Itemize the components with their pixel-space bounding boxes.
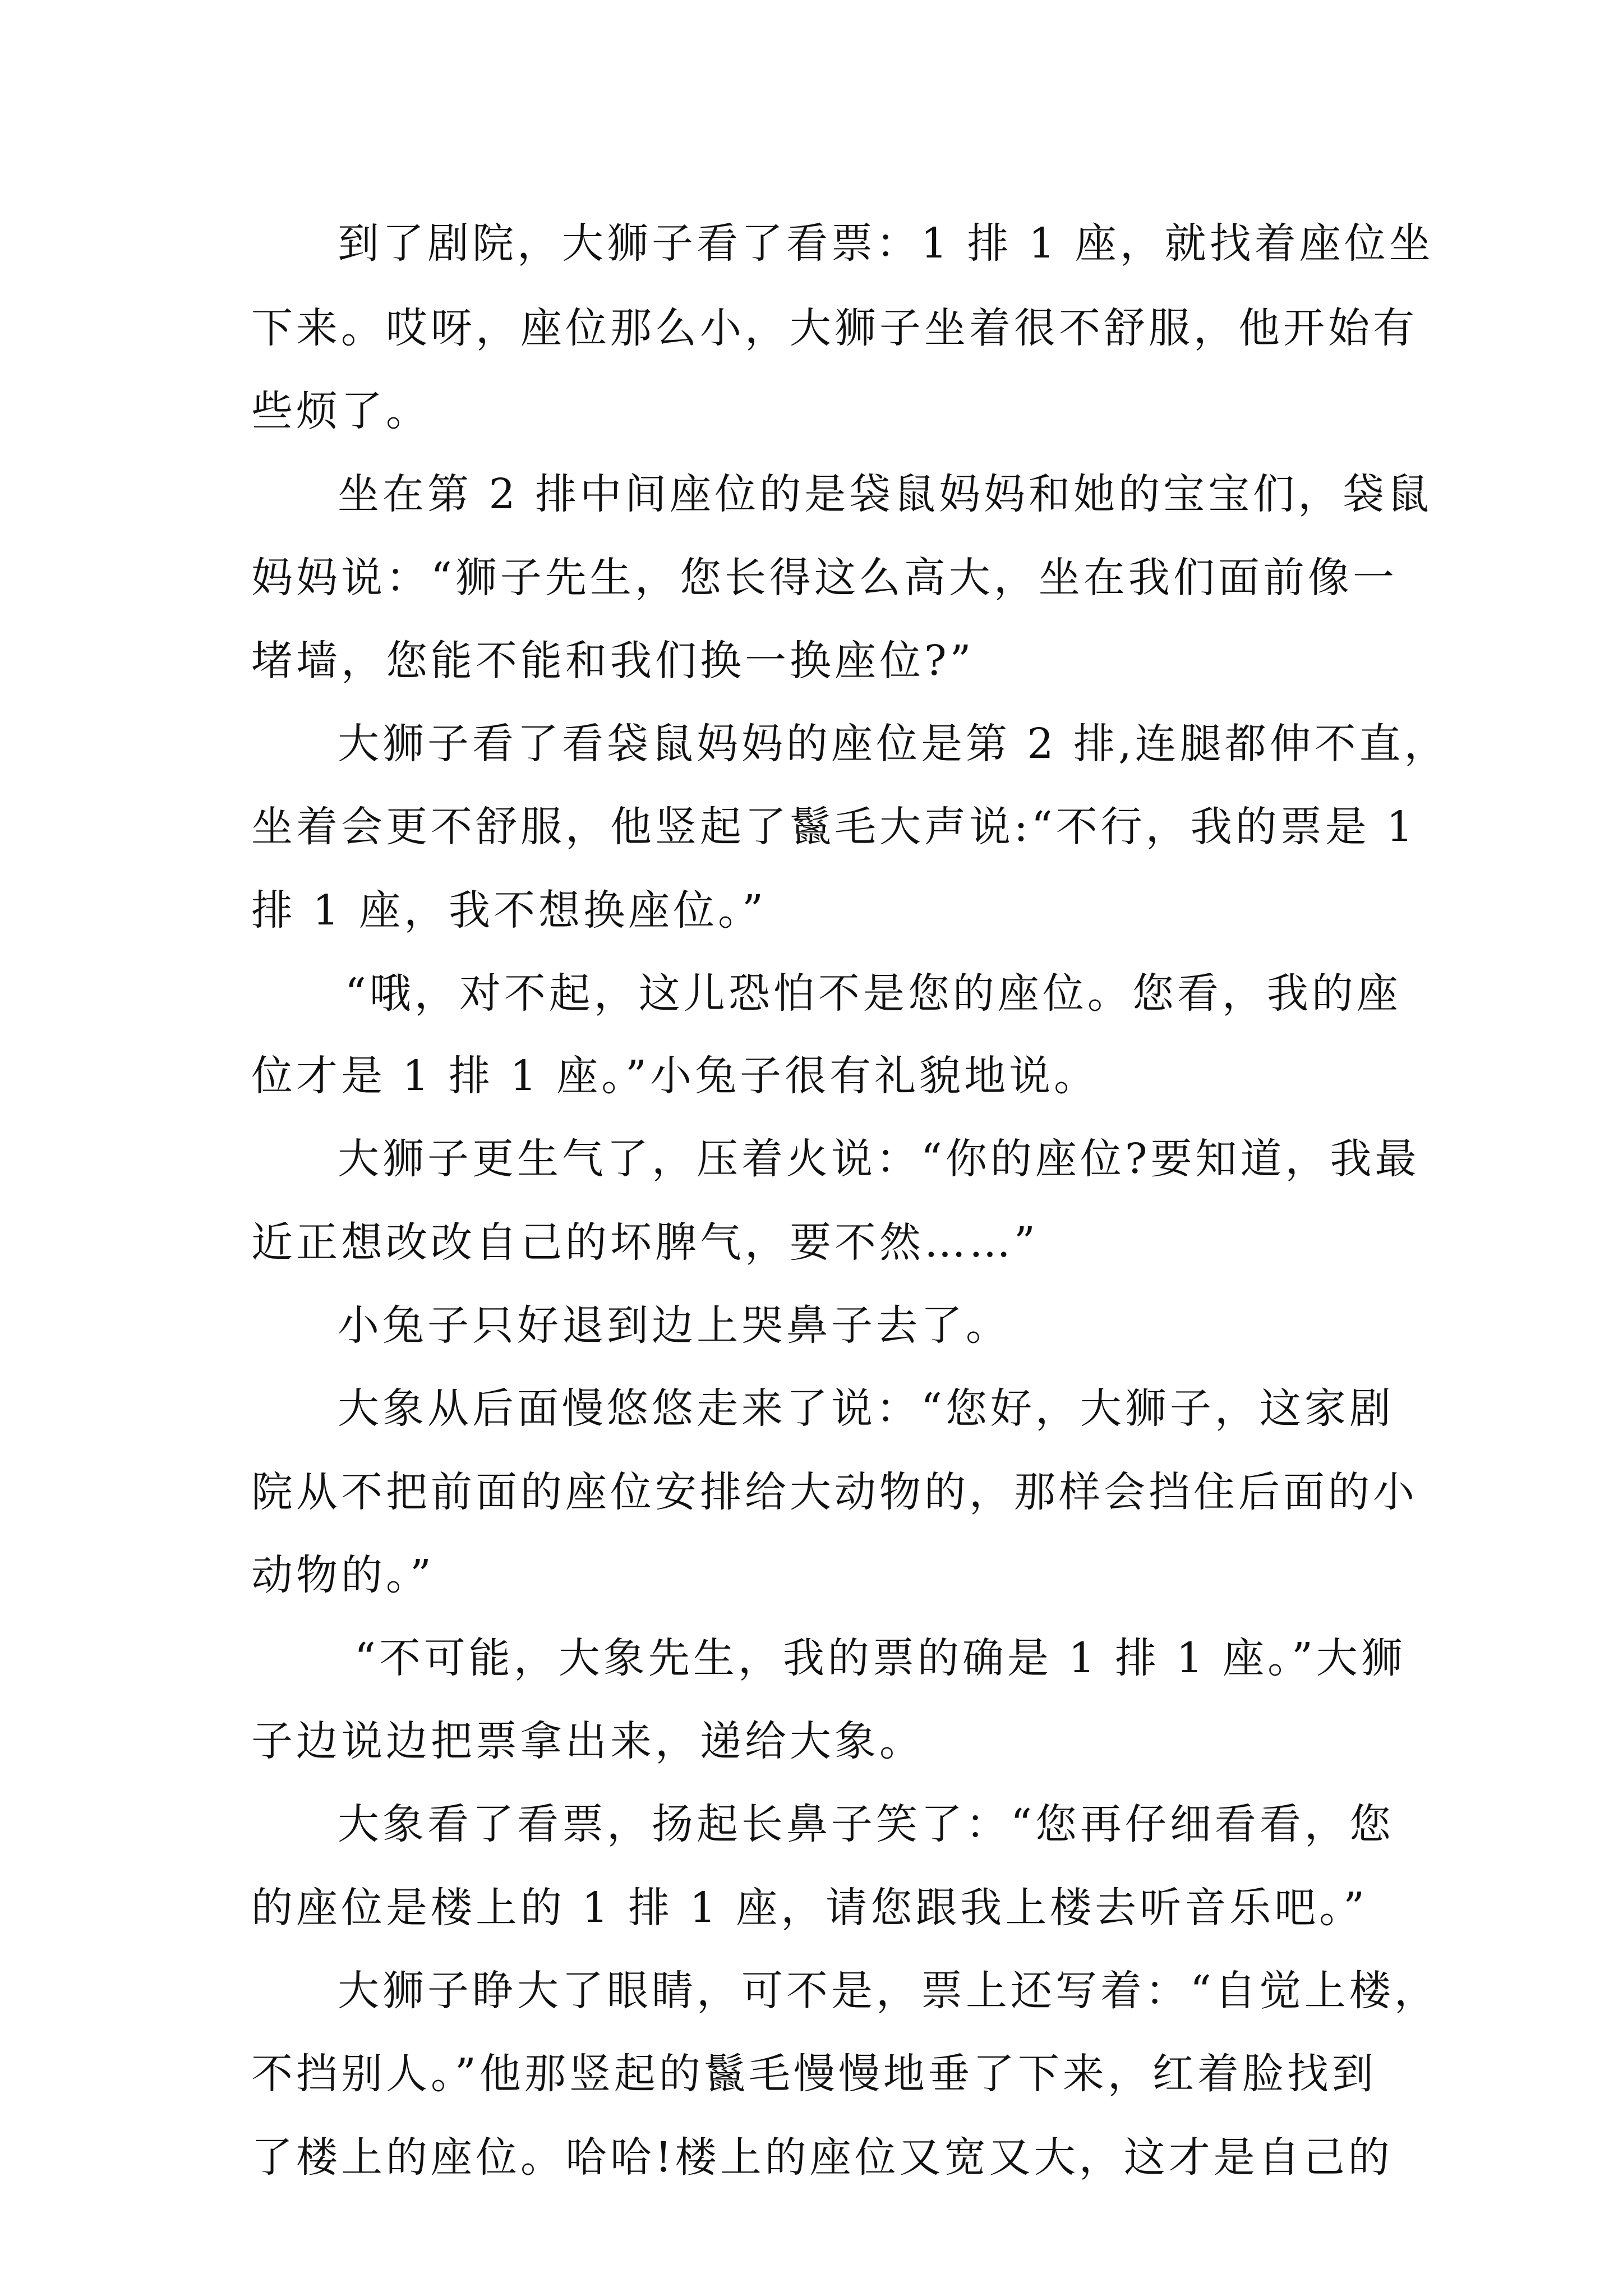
text-line: “不可能，大象先生，我的票的确是 1 排 1 座。”大狮 — [354, 1634, 1406, 1682]
text-line: 坐着会更不舒服，他竖起了鬣毛大声说:“不行，我的票是 1 — [251, 803, 1417, 851]
text-line: 坐在第 2 排中间座位的是袋鼠妈妈和她的宝宝们，袋鼠 — [338, 470, 1433, 518]
text-line: 位才是 1 排 1 座。”小兔子很有礼貌地说。 — [251, 1052, 1099, 1100]
text-line: 大象看了看票，扬起长鼻子笑了：“您再仔细看看，您 — [338, 1800, 1394, 1848]
text-line: 堵墙，您能不能和我们换一换座位?” — [251, 637, 975, 685]
text-line: 大象从后面慢悠悠走来了说：“您好，大狮子，这家剧 — [338, 1384, 1394, 1433]
text-line: 大狮子睁大了眼睛，可不是，票上还写着：“自觉上楼， — [338, 1967, 1439, 2015]
text-line: 的座位是楼上的 1 排 1 座，请您跟我上楼去听音乐吧。” — [251, 1884, 1368, 1932]
text-line: 小兔子只好退到边上哭鼻子去了。 — [338, 1301, 1011, 1350]
text-line: “哦，对不起，这儿恐怕不是您的座位。您看，我的座 — [345, 969, 1401, 1018]
text-line: 大狮子更生气了，压着火说：“你的座位?要知道，我最 — [338, 1135, 1420, 1183]
text-line: 妈妈说：“狮子先生，您长得这么高大，坐在我们面前像一 — [251, 554, 1398, 602]
text-line: 些烦了。 — [251, 387, 431, 435]
text-line: 子边说边把票拿出来，递给大象。 — [251, 1717, 924, 1765]
text-line: 大狮子看了看袋鼠妈妈的座位是第 2 排,连腿都伸不直， — [338, 720, 1449, 768]
text-line: 排 1 座，我不想换座位。” — [251, 886, 767, 935]
text-line: 动物的。” — [251, 1551, 435, 1599]
text-line: 下来。哎呀，座位那么小，大狮子坐着很不舒服，他开始有 — [251, 304, 1418, 352]
text-line: 不挡别人。”他那竖起的鬣毛慢慢地垂了下来，红着脸找到 — [251, 2050, 1377, 2098]
text-line: 了楼上的座位。哈哈!楼上的座位又宽又大，这才是自己的 — [251, 2133, 1393, 2182]
text-line: 近正想改改自己的坏脾气，要不然……” — [251, 1218, 1039, 1267]
text-line: 到了剧院，大狮子看了看票：1 排 1 座，就找着座位坐 — [338, 219, 1434, 268]
text-line: 院从不把前面的座位安排给大动物的，那样会挡住后面的小 — [251, 1468, 1418, 1516]
